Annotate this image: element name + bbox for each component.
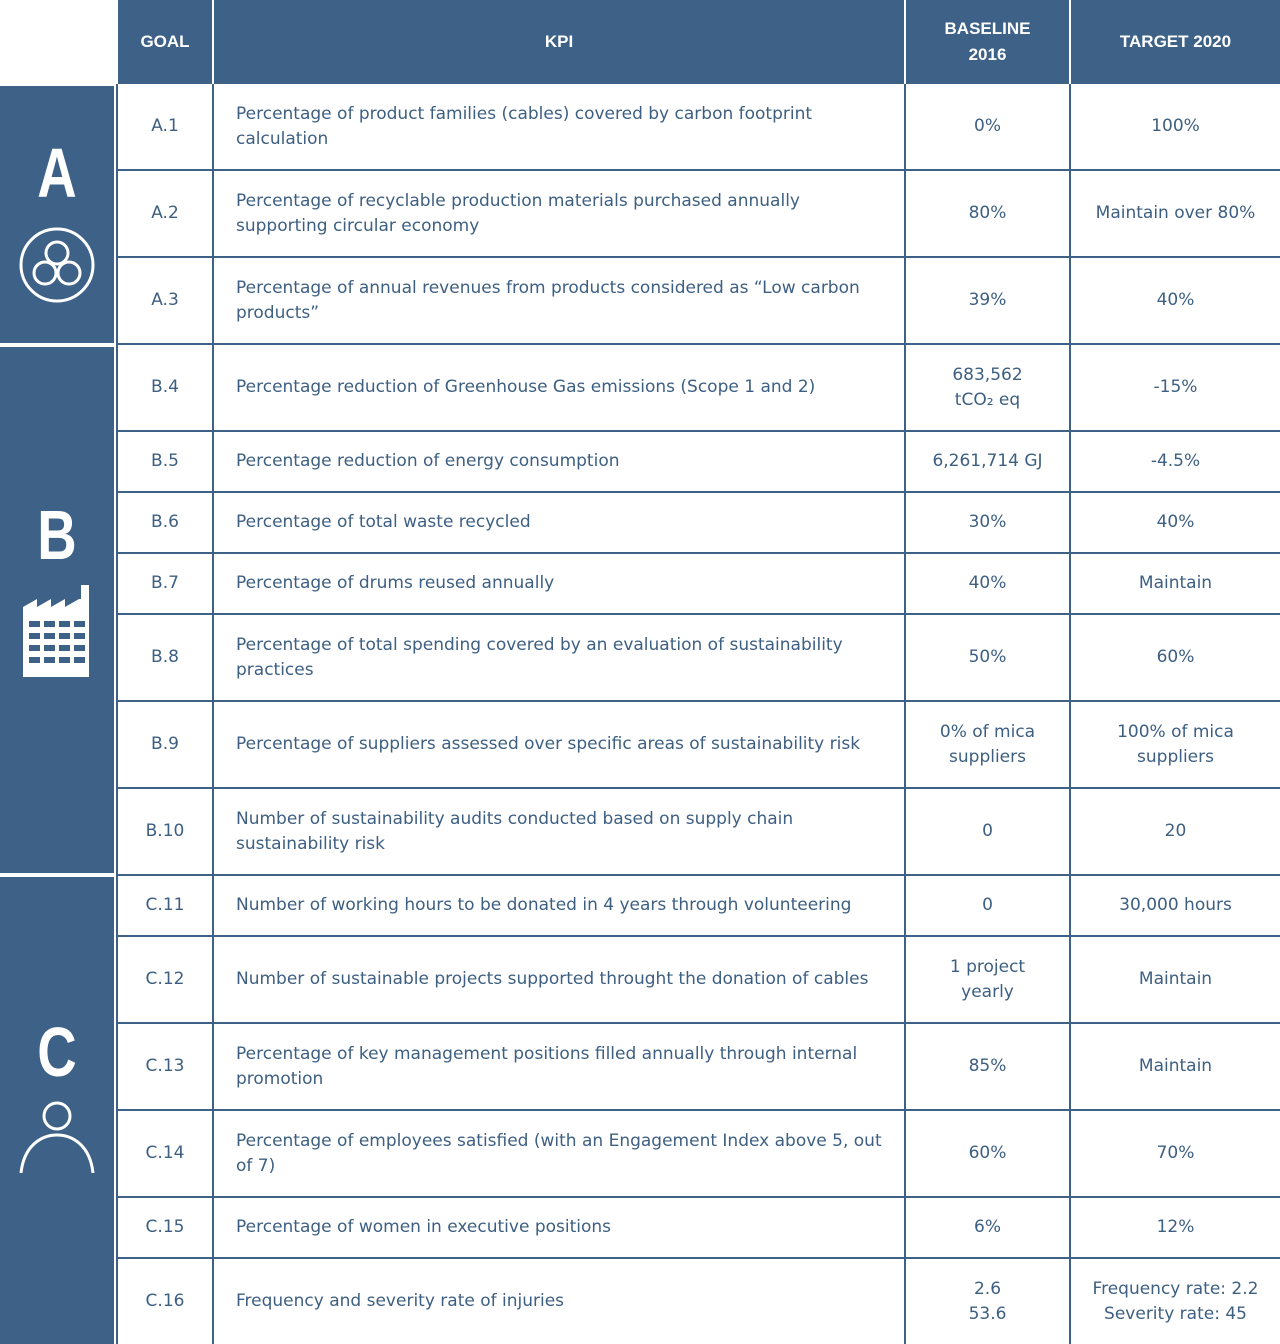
goal-cell: B.4 — [118, 345, 214, 430]
kpi-cell: Number of working hours to be donated in 4 years through volunteering — [214, 876, 906, 935]
kpi-cell: Frequency and severity rate of injuries — [214, 1259, 906, 1344]
goal-cell: A.3 — [118, 258, 214, 343]
goal-cell: B.5 — [118, 432, 214, 491]
table-row — [118, 432, 1280, 493]
kpi-cell: Percentage of total waste recycled — [214, 493, 906, 552]
baseline-cell: 0 — [906, 789, 1071, 874]
goal-cell: B.9 — [118, 702, 214, 787]
target-cell: 70% — [1156, 1143, 1195, 1163]
baseline-cell: 1 project yearly — [906, 937, 1071, 1022]
target-cell: 60% — [1156, 647, 1195, 667]
baseline-cell: 0% of mica suppliers — [906, 702, 1071, 787]
table-row — [118, 1111, 1280, 1198]
target-cell: 12% — [1156, 1217, 1195, 1237]
kpi-cell: Percentage of total spending covered by an evaluation of sustainability practices — [214, 615, 906, 700]
target-cell: 40% — [1156, 290, 1195, 310]
table-row — [118, 937, 1280, 1024]
baseline-cell: 0 — [906, 876, 1071, 935]
kpi-cell: Percentage of key management positions filled annually through internal promotion — [214, 1024, 906, 1109]
table-row — [118, 493, 1280, 554]
kpi-column-header: KPI — [214, 0, 904, 84]
baseline-cell: 6,261,714 GJ — [906, 432, 1071, 491]
baseline-cell: 0% — [906, 84, 1071, 169]
table-row — [118, 258, 1280, 345]
target-cell: Maintain — [1138, 573, 1213, 593]
section-b-panel — [0, 347, 114, 873]
goal-cell: B.6 — [118, 493, 214, 552]
goal-cell: A.2 — [118, 171, 214, 256]
goal-cell: C.15 — [118, 1198, 214, 1257]
goal-cell: C.12 — [118, 937, 214, 1022]
target-cell: 30,000 hours — [1119, 895, 1232, 915]
kpi-cell: Percentage of women in executive positions — [214, 1198, 906, 1257]
table-row — [118, 789, 1280, 876]
target-cell: -4.5% — [1150, 451, 1201, 471]
baseline-cell: 683,562 tCO₂ eq — [906, 345, 1071, 430]
kpi-cell: Percentage of annual revenues from products considered as “Low carbon products” — [214, 258, 906, 343]
three-circles-cable-icon — [18, 226, 96, 304]
baseline-column-header: BASELINE 2016 — [906, 0, 1069, 84]
target-cell: 20 — [1164, 821, 1187, 841]
baseline-cell: 40% — [906, 554, 1071, 613]
table-row — [118, 1198, 1280, 1259]
baseline-cell: 85% — [906, 1024, 1071, 1109]
baseline-cell: 2.6 53.6 — [906, 1259, 1071, 1344]
baseline-cell: 60% — [906, 1111, 1071, 1196]
goal-cell: C.14 — [118, 1111, 214, 1196]
table-row — [118, 615, 1280, 702]
person-icon — [18, 1099, 96, 1177]
goal-cell: B.7 — [118, 554, 214, 613]
kpi-cell: Percentage of drums reused annually — [214, 554, 906, 613]
table-row — [118, 84, 1280, 171]
goal-cell: A.1 — [118, 84, 214, 169]
baseline-cell: 6% — [906, 1198, 1071, 1257]
baseline-cell: 30% — [906, 493, 1071, 552]
kpi-cell: Number of sustainability audits conducted based on supply chain sustainability risk — [214, 789, 906, 874]
target-cell: -15% — [1153, 377, 1198, 397]
target-cell: Maintain — [1138, 1056, 1213, 1076]
target-cell: Maintain over 80% — [1095, 203, 1256, 223]
goal-cell: C.11 — [118, 876, 214, 935]
goal-cell: B.10 — [118, 789, 214, 874]
target-cell: 40% — [1156, 512, 1195, 532]
table-row — [118, 702, 1280, 789]
baseline-cell: 50% — [906, 615, 1071, 700]
kpi-cell: Percentage of employees satisfied (with an Engagement Index above 5, out of 7) — [214, 1111, 906, 1196]
table-row — [118, 1259, 1280, 1344]
target-cell: Maintain — [1138, 969, 1213, 989]
kpi-cell: Percentage reduction of Greenhouse Gas emissions (Scope 1 and 2) — [214, 345, 906, 430]
target-cell: 100% — [1151, 116, 1200, 136]
table-row — [118, 876, 1280, 937]
goal-column-header: GOAL — [118, 0, 212, 84]
kpi-cell: Percentage reduction of energy consumption — [214, 432, 906, 491]
table-row — [118, 345, 1280, 432]
kpi-cell: Percentage of suppliers assessed over specific areas of sustainability risk — [214, 702, 906, 787]
table-row — [118, 171, 1280, 258]
baseline-cell: 39% — [906, 258, 1071, 343]
section-c-panel — [0, 877, 114, 1344]
kpi-cell: Percentage of recyclable production materials purchased annually supporting circular economy — [214, 171, 906, 256]
table-row — [118, 1024, 1280, 1111]
kpi-cell: Number of sustainable projects supported throught the donation of cables — [214, 937, 906, 1022]
goal-cell: B.8 — [118, 615, 214, 700]
target-cell: Frequency rate: 2.2 Severity rate: 45 — [1092, 1278, 1259, 1324]
target-column-header: TARGET 2020 — [1071, 0, 1280, 84]
goal-cell: C.16 — [118, 1259, 214, 1344]
goal-cell: C.13 — [118, 1024, 214, 1109]
baseline-cell: 80% — [906, 171, 1071, 256]
section-b-letter: B — [37, 496, 77, 574]
kpi-cell: Percentage of product families (cables) covered by carbon footprint calculation — [214, 84, 906, 169]
section-a-panel — [0, 86, 114, 343]
section-c-letter: C — [37, 1013, 77, 1091]
table-row — [118, 554, 1280, 615]
section-a-letter: A — [37, 134, 77, 212]
target-cell: 100% of mica suppliers — [1117, 721, 1234, 767]
factory-icon — [21, 585, 93, 679]
